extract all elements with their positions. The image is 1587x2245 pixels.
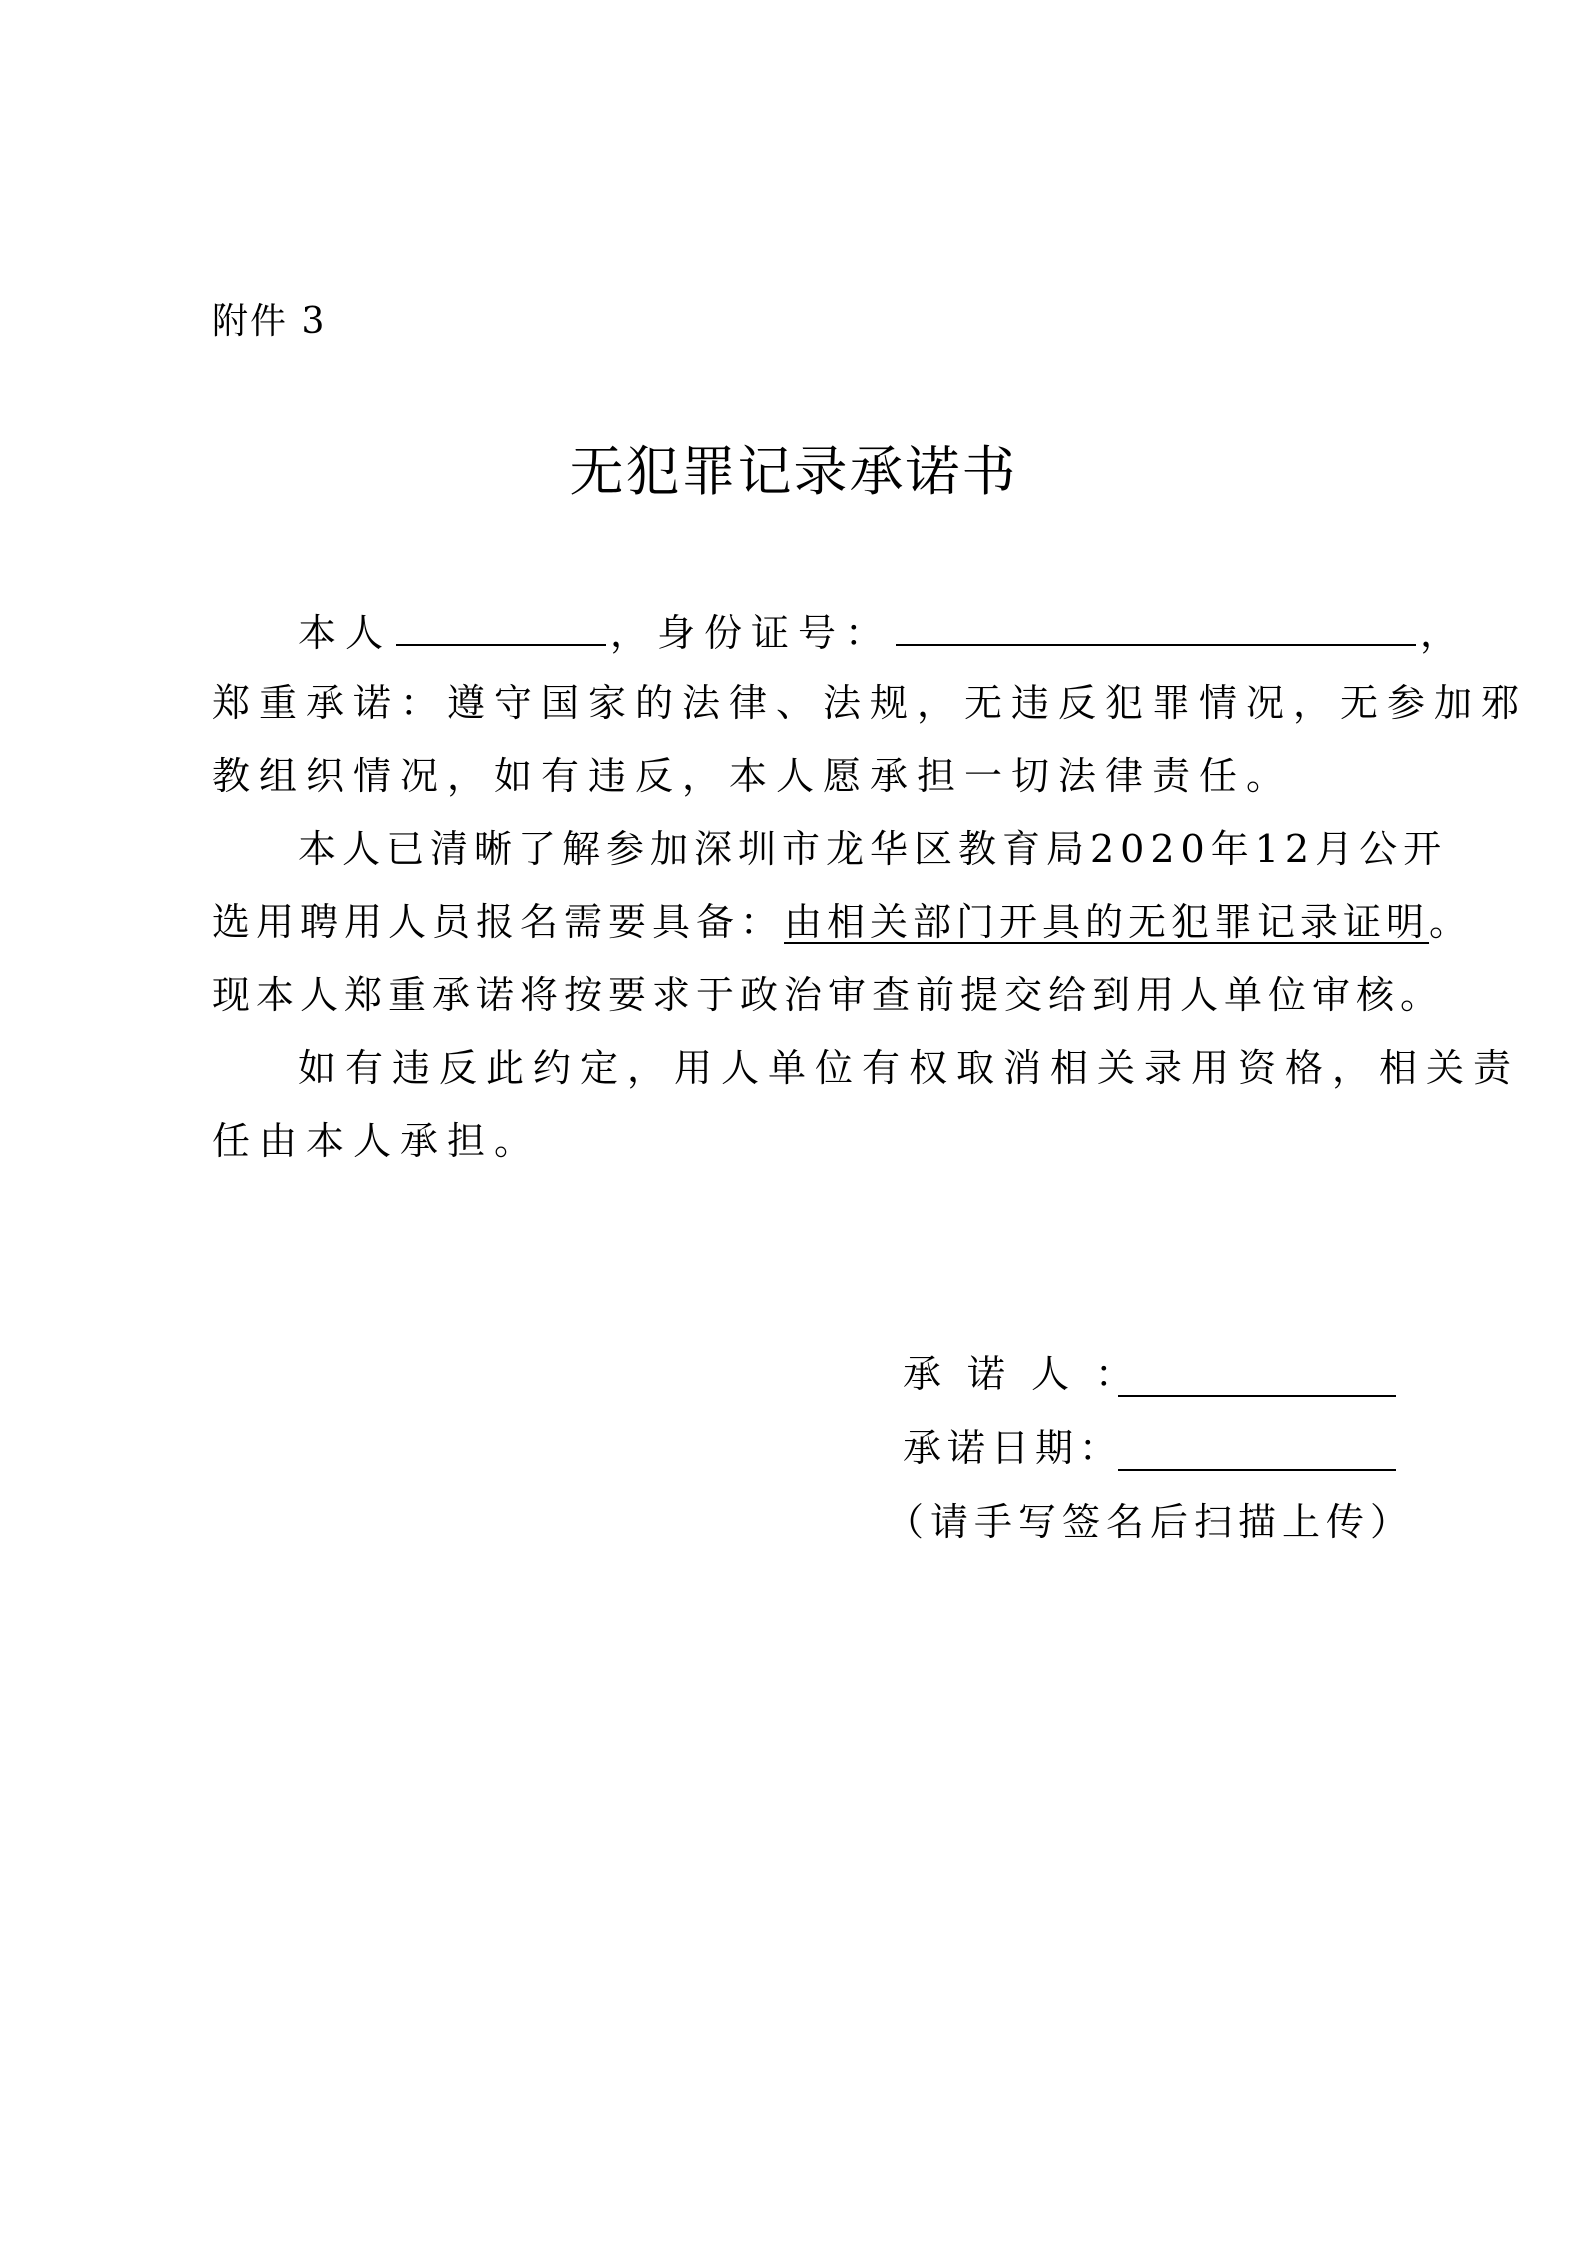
para1-line1 [298,604,1467,659]
para2-line3: 现本人郑重承诺将按要求于政治审查前提交给到用人单位审核。 [212,973,1445,1017]
para2-line2-prefix: 选用聘用人员报名需要具备： [212,900,785,944]
promise-date-label: 承诺日期： [903,1426,1124,1470]
para1-line2: 郑重承诺：遵守国家的法律、法规，无违反犯罪情况，无参加邪 [212,681,1529,725]
para3-line2: 任由本人承担。 [212,1119,542,1163]
criminal-record-certificate-text: 由相关部门开具的无犯罪记录证明 [784,900,1430,944]
para1-line3: 教组织情况，如有违反，本人愿承担一切法律责任。 [212,754,1294,798]
promisor-signature-blank[interactable] [1118,1395,1396,1397]
para2-line2-suffix: 。 [1429,900,1474,944]
name-blank[interactable] [396,604,606,646]
signature-note: （请手写签名后扫描上传） [886,1500,1415,1544]
document-title: 无犯罪记录承诺书 [569,440,1018,503]
id-number-blank[interactable] [896,604,1416,646]
para1-prefix: 本人 [298,611,393,655]
para3-line1: 如有违反此约定，用人单位有权取消相关录用资格，相关责 [298,1046,1521,1090]
para1-suffix: ， [1420,611,1468,655]
promisor-label: 承诺人： [903,1352,1160,1396]
id-number-label: ，身份证号： [610,611,893,655]
para2-line1: 本人已清晰了解参加深圳市龙华区教育局2020年12月公开 [298,827,1448,871]
promise-date-blank[interactable] [1118,1469,1396,1471]
para2-line2 [212,896,1473,948]
attachment-label: 附件 3 [212,301,327,342]
